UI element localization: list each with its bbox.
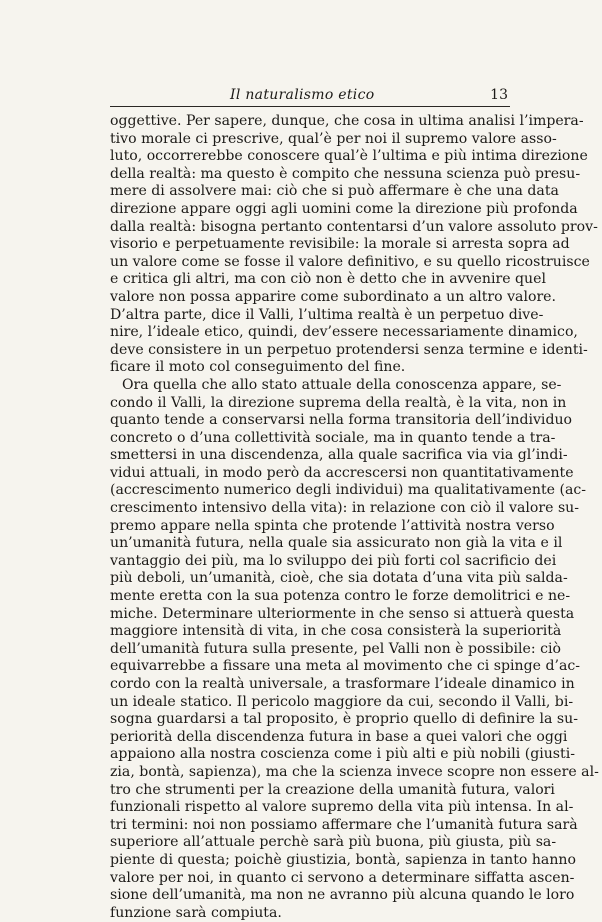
text-line: deve consistere in un perpetuo protendersi senza termine e identi- <box>110 341 588 358</box>
body-text <box>110 113 599 922</box>
paragraph <box>110 376 599 922</box>
text-line: un valore come se fosse il valore definitivo, e su quello ricostruisce <box>110 253 590 270</box>
text-line: vidui attuali, in modo però da accrescersi non quantitativamente <box>110 464 574 481</box>
text-line: direzione appare oggi agli uomini come la direzione più profonda <box>110 200 578 217</box>
text-line: un’umanità futura, nella quale sia assicurato non già la vita e il <box>110 535 563 552</box>
text-line: equivarrebbe a fissare una meta al movimento che ci spinge d’ac- <box>110 658 581 675</box>
text-line: nire, l’ideale etico, quindi, dev’essere necessariamente dinamico, <box>110 324 578 341</box>
text-line: mente eretta con la sua potenza contro le forze demolitrici e ne- <box>110 588 571 605</box>
text-line: appaiono alla nostra coscienza come i più alti e più nobili (giusti- <box>110 746 575 763</box>
text-line: tivo morale ci prescrive, qual’è per noi il supremo valore asso- <box>110 130 557 147</box>
text-line: della realtà: ma questo è compito che nessuna scienza può presu- <box>110 165 581 182</box>
text-line: crescimento intensivo della vita): in relazione con ciò il valore su- <box>110 500 580 517</box>
text-line: luto, occorrerebbe conoscere qual’è l’ultima e più intima direzione <box>110 148 588 165</box>
text-line: concreto o d’una collettività sociale, ma in quanto tende a tra- <box>110 429 556 446</box>
text-line: maggiore intensità di vita, in che cosa consisterà la superiorità <box>110 623 562 640</box>
text-line: un ideale statico. Il pericolo maggiore da cui, secondo il Valli, bi- <box>110 693 574 710</box>
text-line: tri termini: noi non possiamo affermare che l’umanità futura sarà <box>110 816 578 833</box>
text-line: mere di assolvere mai: ciò che si può affermare è che una data <box>110 183 559 200</box>
text-line: più deboli, un’umanità, cioè, che sia dotata d’una vita più salda- <box>110 570 568 587</box>
text-line: smettersi in una discendenza, alla quale sacrifica via via gl’indi- <box>110 447 568 464</box>
text-line: zia, bontà, sapienza), ma che la scienza invece scopre non essere al- <box>110 763 599 780</box>
text-line: e critica gli altri, ma con ciò non è detto che in avvenire quel <box>110 271 546 288</box>
text-line: ficare il moto col conseguimento del fine. <box>110 359 406 376</box>
text-line: tro che strumenti per la creazione della umanità futura, valori <box>110 781 555 798</box>
running-title: Il naturalismo etico <box>230 87 375 103</box>
text-line: miche. Determinare ulteriormente in che senso si attuerà questa <box>110 605 575 622</box>
text-line: condo il Valli, la direzione suprema della realtà, è la vita, non in <box>110 394 567 411</box>
text-line: piente di questa; poichè giustizia, bontà, sapienza in tanto hanno <box>110 851 576 868</box>
text-line: cordo con la realtà universale, a trasformare l’ideale dinamico in <box>110 676 575 692</box>
text-line: valore non possa apparire come subordinato a un altro valore. <box>110 288 557 305</box>
text-line: premo appare nella spinta che protende l’attività nostra verso <box>110 517 555 534</box>
text-line: funzione sarà compiuta. <box>110 904 282 921</box>
header-rule <box>110 106 510 107</box>
paragraph <box>110 113 598 377</box>
text-line: sione dell’umanità, ma non ne avranno più alcuna quando le loro <box>110 887 575 904</box>
text-line: periorità della discendenza futura in base a quei valori che oggi <box>110 728 568 745</box>
text-line: superiore all’attuale perchè sarà più buona, più giusta, più sa- <box>110 834 557 851</box>
text-line: sogna guardarsi a tal proposito, è proprio quello di definire la su- <box>110 711 578 728</box>
text-line: Ora quella che allo stato attuale della conoscenza appare, se- <box>122 376 562 393</box>
text-line: quanto tende a conservarsi nella forma transitoria dell’individuo <box>110 412 573 429</box>
running-header <box>110 84 510 106</box>
page-number: 13 <box>490 87 508 103</box>
text-line: dalla realtà: bisogna pertanto contentarsi d’un valore assoluto prov- <box>110 218 598 235</box>
text-line: D’altra parte, dice il Valli, l’ultima realtà è un perpetuo dive- <box>110 306 544 323</box>
text-line: visorio e perpetuamente revisibile: la morale si arresta sopra ad <box>110 236 570 253</box>
text-line: valore per noi, in quanto ci servono a determinare siffatta ascen- <box>110 869 575 886</box>
text-line: (accrescimento numerico degli individui) ma qualitativamente (ac- <box>110 482 587 499</box>
text-line: oggettive. Per sapere, dunque, che cosa in ultima analisi l’impera- <box>110 113 584 129</box>
text-line: vantaggio dei più, ma lo sviluppo dei più forti col sacrificio dei <box>110 552 557 569</box>
text-line: dell’umanità futura sulla presente, pel Valli non è possibile: ciò <box>110 640 561 657</box>
text-line: funzionali rispetto al valore supremo della vita più intensa. In al- <box>110 799 574 816</box>
